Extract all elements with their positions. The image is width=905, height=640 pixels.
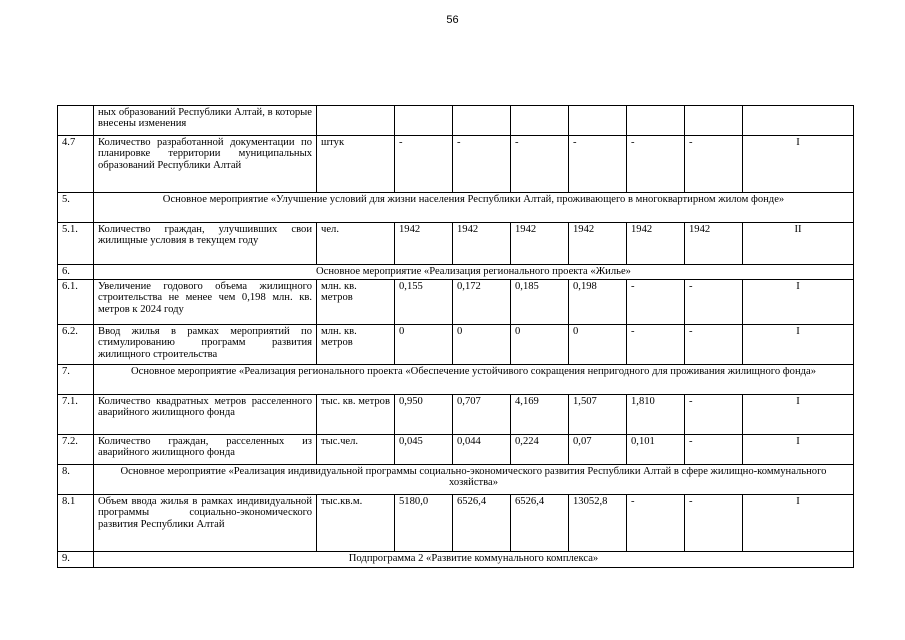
- level-cell: I: [743, 495, 854, 552]
- indicator-name-cell: ных образований Республики Алтай, в которые внесены изменения: [94, 106, 317, 136]
- value-cell: 4,169: [511, 395, 569, 435]
- value-cell: -: [453, 136, 511, 193]
- value-cell: -: [627, 325, 685, 365]
- indicator-name-cell: Ввод жилья в рамках мероприятий по стимулированию программ развития жилищного строительства: [94, 325, 317, 365]
- row-number-cell: 7.: [58, 365, 94, 395]
- level-cell: I: [743, 395, 854, 435]
- table-row: [58, 136, 854, 193]
- value-cell: 1942: [511, 223, 569, 265]
- table-row: [58, 395, 854, 435]
- level-cell: [743, 106, 854, 136]
- value-cell: 0: [569, 325, 627, 365]
- value-cell: -: [685, 435, 743, 465]
- value-cell: 0,185: [511, 280, 569, 325]
- unit-cell: тыс.кв.м.: [317, 495, 395, 552]
- row-number-cell: [58, 106, 94, 136]
- value-cell: [627, 106, 685, 136]
- value-cell: 6526,4: [453, 495, 511, 552]
- value-cell: 1942: [569, 223, 627, 265]
- value-cell: 0,155: [395, 280, 453, 325]
- value-cell: 0,044: [453, 435, 511, 465]
- section-row: [58, 193, 854, 223]
- row-number-cell: 5.: [58, 193, 94, 223]
- value-cell: -: [685, 280, 743, 325]
- value-cell: [569, 106, 627, 136]
- level-cell: II: [743, 223, 854, 265]
- value-cell: 5180,0: [395, 495, 453, 552]
- section-title-cell: Основное мероприятие «Реализация индивидуальной программы социально-экономического развития Республики Алтай в сфере жилищно-коммунального хозяйства»: [94, 465, 854, 495]
- value-cell: -: [627, 280, 685, 325]
- value-cell: 1,507: [569, 395, 627, 435]
- section-title-cell: Основное мероприятие «Реализация регионального проекта «Обеспечение устойчивого сокращения непригодного для проживания жилищного фонда»: [94, 365, 854, 395]
- value-cell: 0: [395, 325, 453, 365]
- value-cell: [453, 106, 511, 136]
- indicator-name-cell: Количество граждан, улучшивших свои жилищные условия в текущем году: [94, 223, 317, 265]
- section-row: [58, 552, 854, 568]
- section-title-cell: Подпрограмма 2 «Развитие коммунального комплекса»: [94, 552, 854, 568]
- section-row: [58, 465, 854, 495]
- value-cell: -: [685, 325, 743, 365]
- value-cell: 0,101: [627, 435, 685, 465]
- indicator-name-cell: Количество граждан, расселенных из аварийного жилищного фонда: [94, 435, 317, 465]
- value-cell: 0,045: [395, 435, 453, 465]
- table-row: [58, 495, 854, 552]
- table-row: [58, 106, 854, 136]
- value-cell: -: [627, 495, 685, 552]
- row-number-cell: 8.: [58, 465, 94, 495]
- indicator-name-cell: Увеличение годового объема жилищного строительства не менее чем 0,198 млн. кв. метров к 2024 году: [94, 280, 317, 325]
- value-cell: 13052,8: [569, 495, 627, 552]
- table-row: [58, 435, 854, 465]
- unit-cell: штук: [317, 136, 395, 193]
- section-title-cell: Основное мероприятие «Реализация регионального проекта «Жилье»: [94, 265, 854, 280]
- value-cell: 0,224: [511, 435, 569, 465]
- indicator-name-cell: Количество разработанной документации по планировке территории муниципальных образований Республики Алтай: [94, 136, 317, 193]
- level-cell: I: [743, 136, 854, 193]
- row-number-cell: 6.: [58, 265, 94, 280]
- level-cell: I: [743, 280, 854, 325]
- row-number-cell: 8.1: [58, 495, 94, 552]
- level-cell: I: [743, 325, 854, 365]
- value-cell: 1942: [395, 223, 453, 265]
- table-row: [58, 325, 854, 365]
- value-cell: 6526,4: [511, 495, 569, 552]
- unit-cell: чел.: [317, 223, 395, 265]
- value-cell: -: [685, 495, 743, 552]
- unit-cell: млн. кв. метров: [317, 325, 395, 365]
- unit-cell: млн. кв. метров: [317, 280, 395, 325]
- table-row: [58, 280, 854, 325]
- unit-cell: тыс. кв. метров: [317, 395, 395, 435]
- value-cell: 1942: [627, 223, 685, 265]
- value-cell: 0,707: [453, 395, 511, 435]
- table-body: [58, 106, 854, 568]
- value-cell: 0: [511, 325, 569, 365]
- unit-cell: [317, 106, 395, 136]
- unit-cell: тыс.чел.: [317, 435, 395, 465]
- row-number-cell: 6.1.: [58, 280, 94, 325]
- row-number-cell: 9.: [58, 552, 94, 568]
- value-cell: 0,950: [395, 395, 453, 435]
- value-cell: 0: [453, 325, 511, 365]
- value-cell: [685, 106, 743, 136]
- section-row: [58, 265, 854, 280]
- page-number: 56: [446, 14, 459, 26]
- value-cell: 1942: [453, 223, 511, 265]
- row-number-cell: 7.1.: [58, 395, 94, 435]
- value-cell: -: [395, 136, 453, 193]
- indicator-name-cell: Объем ввода жилья в рамках индивидуальной программы социально-экономического развития Республики Алтай: [94, 495, 317, 552]
- section-row: [58, 365, 854, 395]
- value-cell: 0,172: [453, 280, 511, 325]
- value-cell: -: [511, 136, 569, 193]
- value-cell: -: [685, 136, 743, 193]
- indicator-name-cell: Количество квадратных метров расселенного аварийного жилищного фонда: [94, 395, 317, 435]
- table-row: [58, 223, 854, 265]
- row-number-cell: 4.7: [58, 136, 94, 193]
- value-cell: 0,07: [569, 435, 627, 465]
- value-cell: [511, 106, 569, 136]
- value-cell: [395, 106, 453, 136]
- row-number-cell: 6.2.: [58, 325, 94, 365]
- value-cell: -: [685, 395, 743, 435]
- value-cell: -: [627, 136, 685, 193]
- indicators-table: [57, 105, 854, 568]
- level-cell: I: [743, 435, 854, 465]
- value-cell: 1942: [685, 223, 743, 265]
- value-cell: -: [569, 136, 627, 193]
- row-number-cell: 7.2.: [58, 435, 94, 465]
- value-cell: 0,198: [569, 280, 627, 325]
- row-number-cell: 5.1.: [58, 223, 94, 265]
- value-cell: 1,810: [627, 395, 685, 435]
- section-title-cell: Основное мероприятие «Улучшение условий для жизни населения Республики Алтай, проживающего в многоквартирном жилом фонде»: [94, 193, 854, 223]
